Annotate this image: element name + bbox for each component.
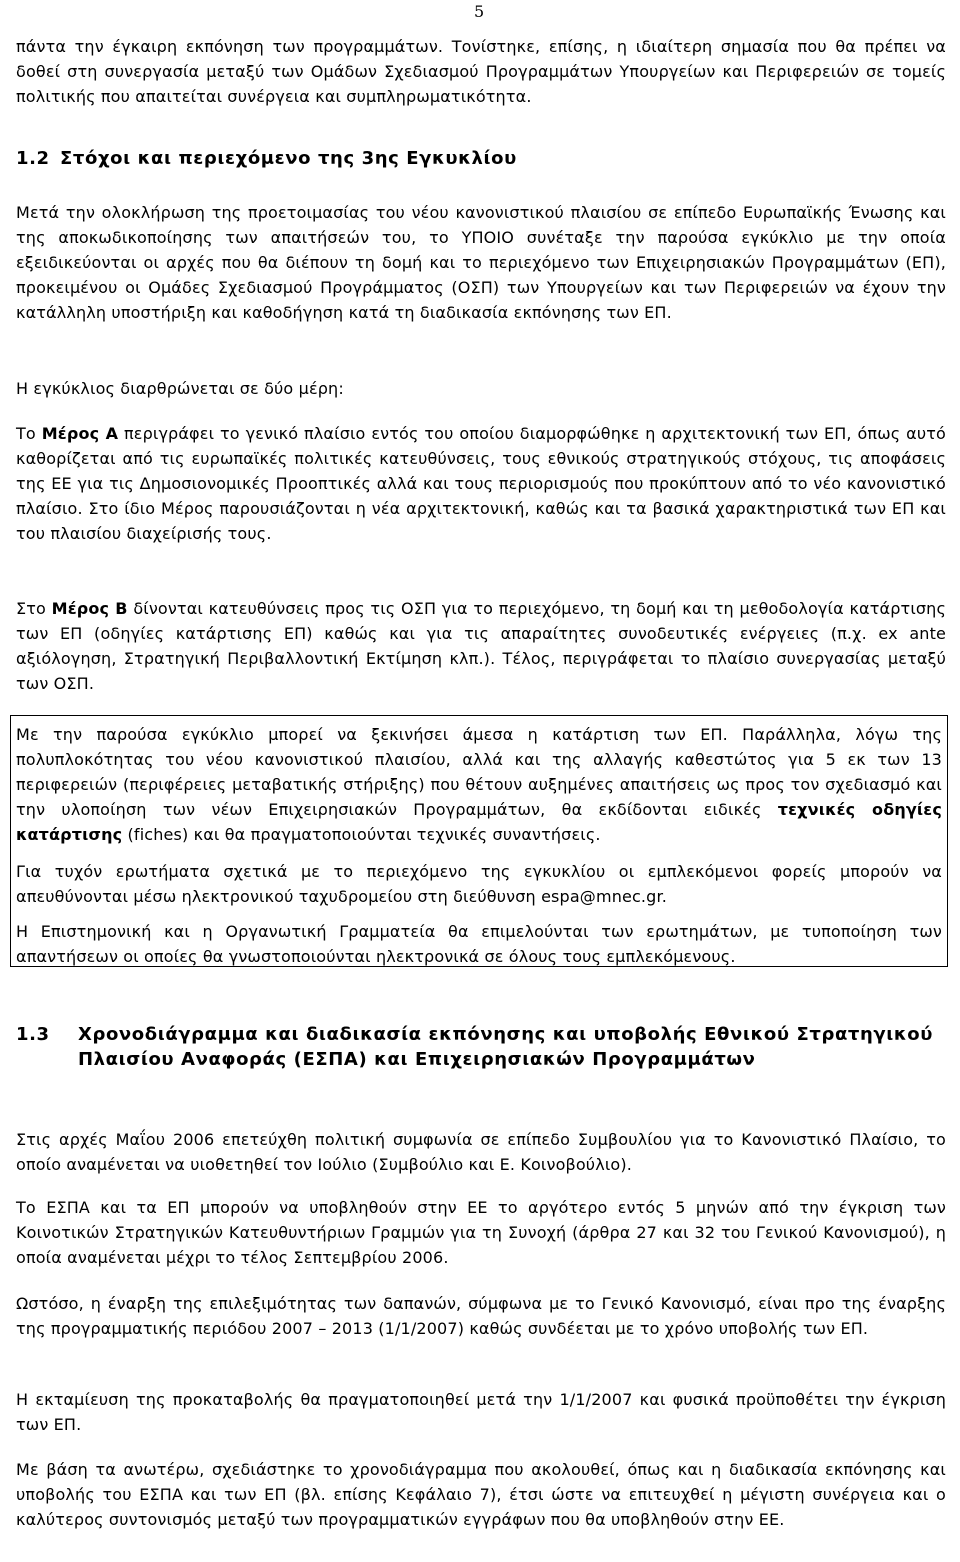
text-span: Με την παρούσα εγκύκλιο μπορεί να ξεκινήσει άμεσα η κατάρτιση των ΕΠ. Παράλληλα, λόγω της πολυπλοκότητας του νέου κανονιστικού πλαισίου, αλλά και της αλλαγής καθεστώτος για 5 εκ των 13 περιφερειών (περιφέρειες μεταβατικής στήριξης) που θέτουν αυξημένες απαιτήσεις ως προς τον σχεδιασμό και την υλοποίηση των νέων Επιχειρησιακών Προγραμμάτων, θα εκδίδονται ειδικές: [16, 725, 942, 819]
notice-box: [10, 715, 948, 967]
page-number: 5: [474, 2, 485, 21]
section-number: 1.2: [16, 148, 50, 169]
section-number: 1.3: [16, 1024, 50, 1045]
part-a-label: Μέρος Α: [41, 424, 119, 443]
box-paragraph: [16, 722, 942, 847]
section-title: Χρονοδιάγραμμα και διαδικασία εκπόνησης και υποβολής Εθνικού Στρατηγικού Πλαισίου Αναφοράς (ΕΣΠΑ) και Επιχειρησιακών Προγραμμάτων: [78, 1024, 933, 1070]
section-title: Στόχοι και περιεχόμενο της 3ης Εγκυκλίου: [60, 148, 517, 169]
text-span: δίνονται κατευθύνσεις προς τις ΟΣΠ για το περιεχόμενο, τη δομή και τη μεθοδολογία κατάρτισης των ΕΠ (οδηγίες κατάρτισης ΕΠ) καθώς και για τις απαραίτητες συνοδευτικές ενέργειες (π.χ. ex ante αξιόλογηση, Στρατηγική Περιβαλλοντική Εκτίμηση κλπ.). Τέλος, περιγράφεται το πλαίσιο συνεργασίας μεταξύ των ΟΣΠ.: [16, 599, 947, 693]
section-heading-1-2: [16, 148, 517, 169]
part-b-paragraph: [16, 596, 946, 696]
text-span: Το: [16, 424, 42, 443]
email-link[interactable]: espa@mnec.gr: [541, 887, 662, 906]
box-paragraph: Η Επιστημονική και η Οργανωτική Γραμματεία θα επιμελούνται των ερωτημάτων, με τυποποίηση των απαντήσεων οι οποίες θα γνωστοποιούνται ηλεκτρονικά σε όλους τους εμπλεκόμενους.: [16, 922, 942, 966]
technical-guidelines-label: τεχνικές οδηγίες κατάρτισης: [16, 800, 942, 844]
text-span: .: [661, 887, 667, 906]
paragraph: Με βάση τα ανωτέρω, σχεδιάστηκε το χρονοδιάγραμμα που ακολουθεί, όπως και η διαδικασία εκπόνησης και υποβολής του ΕΣΠΑ και των ΕΠ (βλ. επίσης Κεφάλαιο 7), έτσι ώστε να επιτευχθεί η μέγιστη συνέργεια και ο καλύτερος συντονισμός μεταξύ των προγραμματικών εγγράφων που θα υποβληθούν στην ΕΕ.: [16, 1460, 946, 1529]
intro-paragraph: πάντα την έγκαιρη εκπόνηση των προγραμμάτων. Τονίστηκε, επίσης, η ιδιαίτερη σημασία που θα πρέπει να δοθεί στη συνεργασία μεταξύ των Ομάδων Σχεδιασμού Προγραμμάτων Υπουργείων και Περιφερειών σε τομείς πολιτικής που απαιτείται συνέργεια και συμπληρωματικότητα.: [16, 37, 946, 106]
text-span: Στο: [16, 599, 52, 618]
text-span: (fiches) και θα πραγματοποιούνται τεχνικές συναντήσεις.: [122, 825, 601, 844]
text-span: περιγράφει το γενικό πλαίσιο εντός του οποίου διαμορφώθηκε η αρχιτεκτονική των ΕΠ, όπως αυτό καθορίζεται από τις ευρωπαϊκές πολιτικές κατευθύνσεις, τους εθνικούς στρατηγικούς στόχους, τις αποφάσεις της ΕΕ για τις Δημοσιονομικές Προοπτικές αλλά και τους περιορισμούς που προκύπτουν από το νέο κανονιστικό πλαίσιο. Στο ίδιο Μέρος παρουσιάζονται η νέα αρχιτεκτονική, καθώς και τα βασικά χαρακτηριστικά των ΕΠ και του πλαισίου διαχείρισής τους.: [16, 424, 946, 543]
paragraph: Η εκταμίευση της προκαταβολής θα πραγματοποιηθεί μετά την 1/1/2007 και φυσικά προϋποθέτει την έγκριση των ΕΠ.: [16, 1390, 946, 1434]
paragraph: Ωστόσο, η έναρξη της επιλεξιμότητας των δαπανών, σύμφωνα με το Γενικό Κανονισμό, είναι προ της έναρξης της προγραμματικής περιόδου 2007 – 2013 (1/1/2007) καθώς συνδέεται με το χρόνο υποβολής των ΕΠ.: [16, 1294, 946, 1338]
paragraph: Μετά την ολοκλήρωση της προετοιμασίας του νέου κανονιστικού πλαισίου σε επίπεδο Ευρωπαϊκής Ένωσης και της αποκωδικοποίησης των απαιτήσεών του, το ΥΠΟΙΟ συνέταξε την παρούσα εγκύκλιο με την οποία εξειδικεύονται οι αρχές που θα διέπουν τη δομή και το περιεχόμενο των Επιχειρησιακών Προγραμμάτων (ΕΠ), προκειμένου οι Ομάδες Σχεδιασμού Προγράμματος (ΟΣΠ) των Υπουργείων και των Περιφερειών να έχουν την κατάλληλη υποστήριξη και καθοδήγηση κατά τη διαδικασία εκπόνησης των ΕΠ.: [16, 203, 946, 322]
box-paragraph: [16, 859, 942, 909]
paragraph: Στις αρχές Μαΐου 2006 επετεύχθη πολιτική συμφωνία σε επίπεδο Συμβουλίου για το Κανονιστικό Πλαίσιο, το οποίο αναμένεται να υιοθετηθεί τον Ιούλιο (Συμβούλιο και Ε. Κοινοβούλιο).: [16, 1130, 946, 1174]
part-b-label: Μέρος Β: [51, 599, 128, 618]
text-span: Για τυχόν ερωτήματα σχετικά με το περιεχόμενο της εγκυκλίου οι εμπλεκόμενοι φορείς μπορούν να απευθύνονται μέσω ηλεκτρονικού ταχυδρομείου στη διεύθυνση: [16, 862, 942, 906]
part-a-paragraph: [16, 421, 946, 546]
paragraph: Το ΕΣΠΑ και τα ΕΠ μπορούν να υποβληθούν στην ΕΕ το αργότερο εντός 5 μηνών από την έγκριση των Κοινοτικών Στρατηγικών Κατευθυντήριων Γραμμών για τη Συνοχή (άρθρα 27 και 32 του Γενικού Κανονισμού), η οποία αναμένεται μέχρι το τέλος Σεπτεμβρίου 2006.: [16, 1198, 946, 1267]
paragraph: Η εγκύκλιος διαρθρώνεται σε δύο μέρη:: [16, 379, 344, 398]
